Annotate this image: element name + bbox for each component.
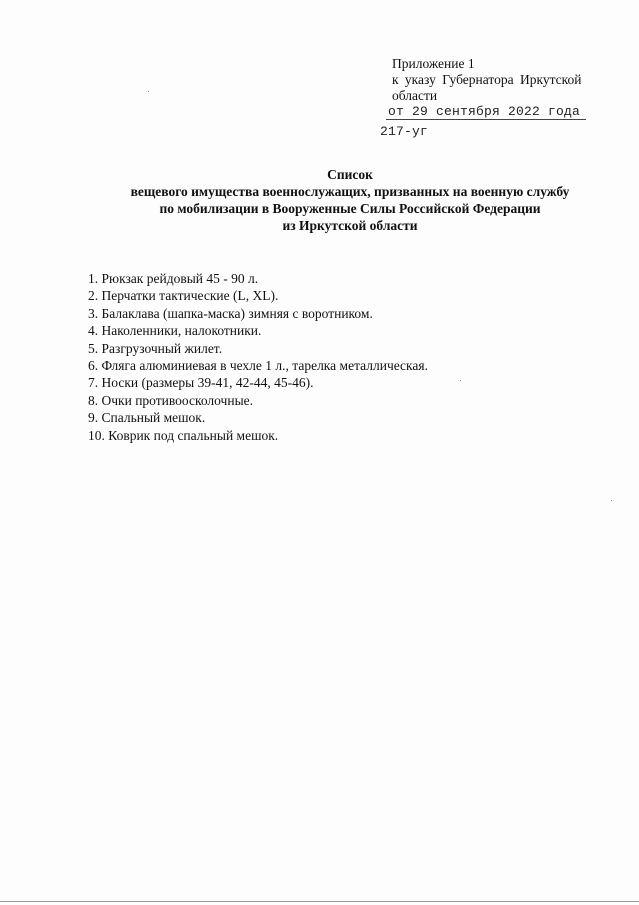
list-item: 8. Очки противоосколочные. xyxy=(88,392,254,408)
annex-header xyxy=(392,56,632,104)
list-item: 6. Фляга алюминиевая в чехле 1 л., тарелка металлическая. xyxy=(88,358,428,374)
list-item: 5. Разгрузочный жилет. xyxy=(88,340,223,356)
title-line-1: Список xyxy=(327,167,373,182)
annex-number: 217-уг xyxy=(380,124,429,139)
title-line-2: вещевого имущества военнослужащих, призванных на военную службу xyxy=(130,184,570,199)
document-title xyxy=(60,166,639,234)
annex-date: от 29 сентября 2022 года xyxy=(388,104,581,119)
scan-speck xyxy=(460,380,461,381)
date-underline xyxy=(386,119,586,120)
list-item: 10. Коврик под спальный мешок. xyxy=(88,427,279,443)
list-item: 9. Спальный мешок. xyxy=(88,410,206,426)
items-list xyxy=(88,270,428,444)
list-item: 7. Носки (размеры 39-41, 42-44, 45-46). xyxy=(88,375,314,391)
list-item: 4. Наколенники, налокотники. xyxy=(88,323,262,339)
list-item: 3. Балаклава (шапка-маска) зимняя с воротником. xyxy=(88,305,373,321)
annex-title: Приложение 1 xyxy=(392,56,475,71)
annex-decree-line: к указу Губернатора Иркутской xyxy=(392,72,582,87)
scan-speck xyxy=(611,500,612,501)
annex-region-line: области xyxy=(392,88,438,103)
scan-speck xyxy=(148,91,149,92)
list-item: 2. Перчатки тактические (L, XL). xyxy=(88,288,279,304)
scan-bottom-edge xyxy=(0,901,639,902)
list-item: 1. Рюкзак рейдовый 45 - 90 л. xyxy=(88,271,259,286)
title-line-4: из Иркутской области xyxy=(282,218,418,233)
title-line-3: по мобилизации в Вооруженные Силы Российской Федерации xyxy=(159,201,541,216)
